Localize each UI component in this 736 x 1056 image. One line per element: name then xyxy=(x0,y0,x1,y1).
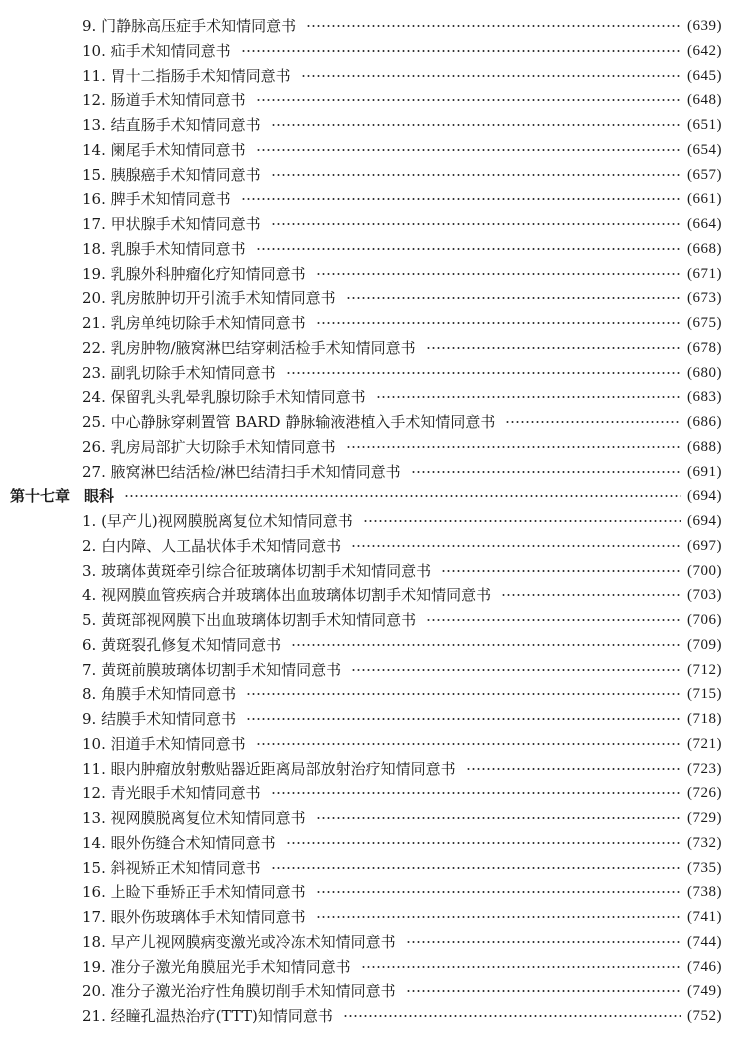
dot-leader xyxy=(256,99,681,101)
page-number: (673) xyxy=(687,290,722,307)
toc-entry xyxy=(82,707,722,731)
toc-entry xyxy=(82,608,722,632)
toc-entry xyxy=(82,311,722,335)
dot-leader xyxy=(501,594,681,596)
dot-leader xyxy=(124,495,681,497)
toc-entry xyxy=(82,905,722,929)
toc-entry xyxy=(82,979,722,1003)
chapter-label: 第十七章 xyxy=(10,487,71,506)
entry-title: 2. 白内障、人工晶状体手术知情同意书 xyxy=(82,536,342,555)
page-number: (752) xyxy=(687,1008,722,1024)
entry-title: 15. 胰腺癌手术知情同意书 xyxy=(82,165,261,184)
dot-leader xyxy=(411,471,681,473)
toc-entry xyxy=(82,361,722,385)
page-number: (654) xyxy=(687,141,722,158)
entry-title: 12. 青光眼手术知情同意书 xyxy=(82,784,261,803)
page-number: (661) xyxy=(687,191,722,208)
page-number: (732) xyxy=(687,834,722,851)
page-number: (746) xyxy=(687,958,722,975)
page-number: (668) xyxy=(687,240,722,257)
page-number: (706) xyxy=(687,612,722,628)
toc-entry xyxy=(82,633,722,657)
entry-title: 27. 腋窝淋巴结活检/淋巴结清扫手术知情同意书 xyxy=(82,462,401,481)
toc-entry xyxy=(82,113,722,137)
page-number: (703) xyxy=(687,587,722,604)
toc-entry xyxy=(82,460,722,484)
dot-leader xyxy=(505,421,681,423)
entry-title: 15. 斜视矫正术知情同意书 xyxy=(82,858,261,877)
page-number: (651) xyxy=(687,117,722,133)
page-number: (688) xyxy=(687,438,722,455)
entry-title: 22. 乳房肿物/腋窝淋巴结穿刺活检手术知情同意书 xyxy=(82,338,416,357)
dot-leader xyxy=(316,273,681,275)
toc-entry xyxy=(82,806,722,830)
entry-title: 9. 门静脉高压症手术知情同意书 xyxy=(82,17,297,35)
entry-title: 20. 乳房脓肿切开引流手术知情同意书 xyxy=(82,289,336,308)
entry-title: 16. 脾手术知情同意书 xyxy=(82,190,231,209)
page-number: (648) xyxy=(687,92,722,109)
dot-leader xyxy=(426,619,681,621)
page-number: (642) xyxy=(687,42,722,59)
dot-leader xyxy=(271,867,681,869)
dot-leader xyxy=(346,446,681,448)
page-number: (675) xyxy=(687,315,722,331)
toc-entry xyxy=(82,583,722,607)
entry-title: 17. 眼外伤玻璃体手术知情同意书 xyxy=(82,908,306,926)
page-number: (639) xyxy=(687,18,722,34)
page-number: (712) xyxy=(687,661,722,678)
toc-entry xyxy=(82,1004,722,1028)
dot-leader xyxy=(343,1015,681,1017)
toc-entry xyxy=(82,262,722,286)
toc-entry xyxy=(82,237,722,261)
toc-entry xyxy=(82,187,722,211)
dot-leader xyxy=(241,198,681,200)
page-number: (694) xyxy=(687,488,722,505)
chapter-heading xyxy=(10,484,722,508)
dot-leader xyxy=(286,842,681,844)
toc-entry xyxy=(82,732,722,756)
toc-entry xyxy=(82,410,722,434)
page-number: (664) xyxy=(687,216,722,232)
entry-title: 25. 中心静脉穿刺置管 BARD 静脉输液港植入手术知情同意书 xyxy=(82,413,496,431)
entry-title: 21. 乳房单纯切除手术知情同意书 xyxy=(82,314,306,332)
entry-title: 10. 泪道手术知情同意书 xyxy=(82,734,246,753)
entry-title: 18. 早产儿视网膜病变激光或冷冻术知情同意书 xyxy=(82,932,396,951)
page-number: (723) xyxy=(687,760,722,777)
entry-title: 16. 上睑下垂矫正手术知情同意书 xyxy=(82,883,306,902)
dot-leader xyxy=(406,990,681,992)
toc-entry xyxy=(82,163,722,187)
toc-entry xyxy=(82,212,722,236)
toc-entry xyxy=(82,781,722,805)
dot-leader xyxy=(361,966,681,968)
entry-title: 5. 黄斑部视网膜下出血玻璃体切割手术知情同意书 xyxy=(82,611,417,629)
page-number: (657) xyxy=(687,166,722,183)
page-number: (718) xyxy=(687,711,722,727)
entry-title: 18. 乳腺手术知情同意书 xyxy=(82,239,246,258)
dot-leader xyxy=(286,372,681,374)
entry-title: 26. 乳房局部扩大切除手术知情同意书 xyxy=(82,437,336,456)
page-number: (749) xyxy=(687,983,722,1000)
page-number: (721) xyxy=(687,735,722,752)
entry-title: 8. 角膜手术知情同意书 xyxy=(82,685,237,704)
entry-title: 13. 视网膜脱离复位术知情同意书 xyxy=(82,809,306,827)
entry-title: 21. 经瞳孔温热治疗(TTT)知情同意书 xyxy=(82,1007,333,1025)
dot-leader xyxy=(256,248,681,250)
dot-leader xyxy=(406,941,681,943)
page-number: (726) xyxy=(687,785,722,802)
entry-title: 24. 保留乳头乳晕乳腺切除手术知情同意书 xyxy=(82,388,366,407)
toc-entry xyxy=(82,658,722,682)
entry-title: 7. 黄斑前膜玻璃体切割手术知情同意书 xyxy=(82,660,342,679)
entry-title: 11. 胃十二指肠手术知情同意书 xyxy=(82,66,291,85)
dot-leader xyxy=(291,644,681,646)
page-number: (709) xyxy=(687,636,722,653)
dot-leader xyxy=(256,743,681,745)
page-number: (694) xyxy=(687,513,722,529)
entry-title: 3. 玻璃体黄斑牵引综合征玻璃体切割手术知情同意书 xyxy=(82,561,432,580)
dot-leader xyxy=(271,792,681,794)
entry-title: 14. 阑尾手术知情同意书 xyxy=(82,140,246,159)
dot-leader xyxy=(256,149,681,151)
page-number: (645) xyxy=(687,67,722,84)
dot-leader xyxy=(426,347,681,349)
entry-title: 13. 结直肠手术知情同意书 xyxy=(82,116,261,134)
page-number: (700) xyxy=(687,562,722,579)
page-number: (683) xyxy=(687,389,722,406)
dot-leader xyxy=(376,396,681,398)
dot-leader xyxy=(351,545,681,547)
dot-leader xyxy=(441,570,681,572)
dot-leader xyxy=(363,520,681,522)
toc-entry xyxy=(82,509,722,533)
toc-entry xyxy=(82,88,722,112)
dot-leader xyxy=(271,124,681,126)
dot-leader xyxy=(301,75,681,77)
toc-entry xyxy=(82,559,722,583)
entry-title: 6. 黄斑裂孔修复术知情同意书 xyxy=(82,635,282,654)
dot-leader xyxy=(316,817,681,819)
page-number: (741) xyxy=(687,909,722,925)
toc-entry xyxy=(82,757,722,781)
dot-leader xyxy=(316,322,681,324)
entry-title: 4. 视网膜血管疾病合并玻璃体出血玻璃体切割手术知情同意书 xyxy=(82,586,492,605)
toc-entry xyxy=(82,930,722,954)
page-number: (715) xyxy=(687,686,722,703)
entry-title: 1. (早产儿)视网膜脱离复位术知情同意书 xyxy=(82,512,353,530)
toc-entry xyxy=(82,856,722,880)
dot-leader xyxy=(246,718,681,720)
toc-entry xyxy=(82,64,722,88)
page-number: (691) xyxy=(687,463,722,480)
toc-entry xyxy=(82,955,722,979)
toc-entry xyxy=(82,682,722,706)
page-number: (678) xyxy=(687,339,722,356)
entry-title: 17. 甲状腺手术知情同意书 xyxy=(82,215,261,233)
entry-title: 19. 准分子激光角膜屈光手术知情同意书 xyxy=(82,957,351,976)
toc-entry xyxy=(82,831,722,855)
dot-leader xyxy=(241,50,681,52)
dot-leader xyxy=(316,891,681,893)
dot-leader xyxy=(246,693,681,695)
page-number: (697) xyxy=(687,537,722,554)
page-number: (738) xyxy=(687,884,722,901)
entry-title: 14. 眼外伤缝合术知情同意书 xyxy=(82,833,276,852)
entry-title: 19. 乳腺外科肿瘤化疗知情同意书 xyxy=(82,264,306,283)
toc-entry xyxy=(82,880,722,904)
entry-title: 10. 疝手术知情同意书 xyxy=(82,41,231,60)
toc-entry xyxy=(82,534,722,558)
entry-title: 11. 眼内肿瘤放射敷贴器近距离局部放射治疗知情同意书 xyxy=(82,759,456,778)
dot-leader xyxy=(316,916,681,918)
toc-entry xyxy=(82,435,722,459)
dot-leader xyxy=(351,669,681,671)
toc-entry xyxy=(82,385,722,409)
entry-title: 23. 副乳切除手术知情同意书 xyxy=(82,363,276,382)
entry-title: 9. 结膜手术知情同意书 xyxy=(82,710,237,728)
page-number: (686) xyxy=(687,414,722,430)
page-number: (680) xyxy=(687,364,722,381)
toc-entry xyxy=(82,336,722,360)
entry-title: 20. 准分子激光治疗性角膜切削手术知情同意书 xyxy=(82,982,396,1001)
chapter-name: 眼科 xyxy=(84,487,115,506)
dot-leader xyxy=(346,297,681,299)
toc-entry xyxy=(82,138,722,162)
entry-title: 12. 肠道手术知情同意书 xyxy=(82,91,246,110)
page-number: (735) xyxy=(687,859,722,876)
dot-leader xyxy=(306,25,681,27)
dot-leader xyxy=(466,768,681,770)
dot-leader xyxy=(271,174,681,176)
page-number: (744) xyxy=(687,933,722,950)
page-number: (671) xyxy=(687,265,722,282)
dot-leader xyxy=(271,223,681,225)
toc-entry xyxy=(82,286,722,310)
toc-entry xyxy=(82,14,722,38)
page-number: (729) xyxy=(687,810,722,826)
toc-entry xyxy=(82,39,722,63)
